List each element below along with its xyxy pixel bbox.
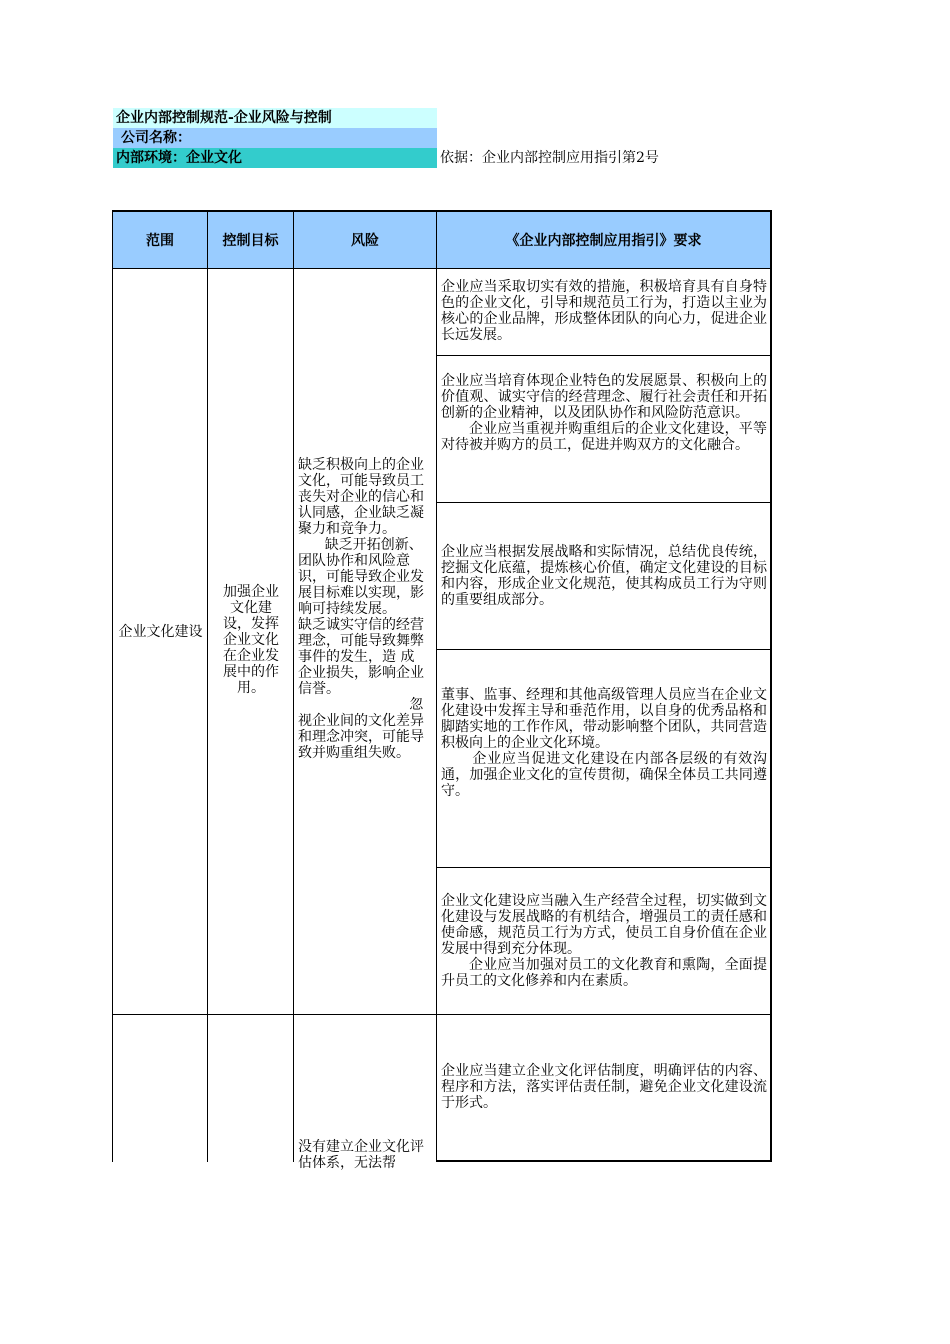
row-divider-req-5 — [436, 1160, 771, 1162]
page-title: 企业内部控制规范-企业风险与控制 — [113, 108, 437, 128]
column-divider-2 — [293, 210, 294, 1162]
row-divider-req-3 — [436, 649, 771, 650]
basis-reference: 依据：企业内部控制应用指引第2号 — [440, 150, 659, 166]
row-divider-req-2 — [436, 502, 771, 503]
table-header-bottom-line — [112, 268, 771, 269]
objective-cell: 加强企业文化建设，发挥企业文化在企业发展中的作用。 — [223, 584, 279, 696]
column-divider-3 — [436, 210, 437, 1162]
scope-cell: 企业文化建设 — [118, 624, 203, 640]
requirement-cell-1: 企业应当采取切实有效的措施，积极培育具有自身特色的企业文化，引导和规范员工行为，打造以主业为核心的企业品牌，形成整体团队的向心力，促进企业长远发展。 — [441, 279, 767, 343]
requirement-cell-4: 董事、监事、经理和其他高级管理人员应当在企业文化建设中发挥主导和垂范作用，以自身的优秀品格和脚踏实地的工作作风，带动影响整个团队，共同营造积极向上的企业文化环境。 企业应当促进文化建设在内部各层级的有效沟通，加强企业文化的宣传贯彻，确保全体员工共同遵守。 — [441, 687, 768, 799]
table-border-top — [112, 210, 771, 212]
column-header-objective: 控制目标 — [208, 211, 293, 268]
table-border-right — [770, 210, 772, 1162]
column-header-scope: 范围 — [113, 211, 207, 268]
section-label: 内部环境：企业文化 — [113, 148, 437, 168]
requirement-cell-6: 企业应当建立企业文化评估制度，明确评估的内容、程序和方法，落实评估责任制，避免企业文化建设流于形式。 — [441, 1063, 767, 1111]
requirement-cell-3: 企业应当根据发展战略和实际情况，总结优良传统，挖掘文化底蕴，提炼核心价值，确定文化建设的目标和内容，形成企业文化规范，使其构成员工行为守则的重要组成部分。 — [441, 544, 767, 608]
row-divider-req-4 — [436, 867, 771, 868]
column-divider-1 — [207, 210, 208, 1162]
requirement-cell-5: 企业文化建设应当融入生产经营全过程，切实做到文化建设与发展战略的有机结合，增强员工的责任感和使命感，规范员工行为方式，使员工自身价值在企业发展中得到充分体现。 企业应当加强对员工的文化教育和熏陶，全面提升员工的文化修养和内在素质。 — [441, 893, 768, 989]
company-name-label: 公司名称： — [113, 128, 437, 148]
column-header-risk: 风险 — [294, 211, 436, 268]
row-divider-group — [112, 1014, 771, 1015]
risk-cell: 缺乏积极向上的企业文化，可能导致员工丧失对企业的信心和认同感，企业缺乏凝聚力和竞争力。 缺乏开拓创新、团队协作和风险意识，可能导致企业发展目标难以实现，影响可持续发展。 缺乏诚实守信的经营理念，可能导致舞弊事件的发生，造 成企业损失，影响企业信誉。 忽视企业间的文化差异和理念冲突，可能导致并购重组失败。 — [298, 457, 424, 761]
table-border-left — [112, 210, 113, 1162]
column-header-requirements: 《企业内部控制应用指引》要求 — [437, 211, 770, 268]
row-divider-req-1 — [436, 355, 771, 356]
risk-cell-2: 没有建立企业文化评估体系，无法帮 — [298, 1139, 424, 1171]
requirement-cell-2: 企业应当培育体现企业特色的发展愿景、积极向上的价值观、诚实守信的经营理念、履行社会责任和开拓创新的企业精神，以及团队协作和风险防范意识。 企业应当重视并购重组后的企业文化建设，平等对待被并购方的员工，促进并购双方的文化融合。 — [441, 373, 768, 453]
